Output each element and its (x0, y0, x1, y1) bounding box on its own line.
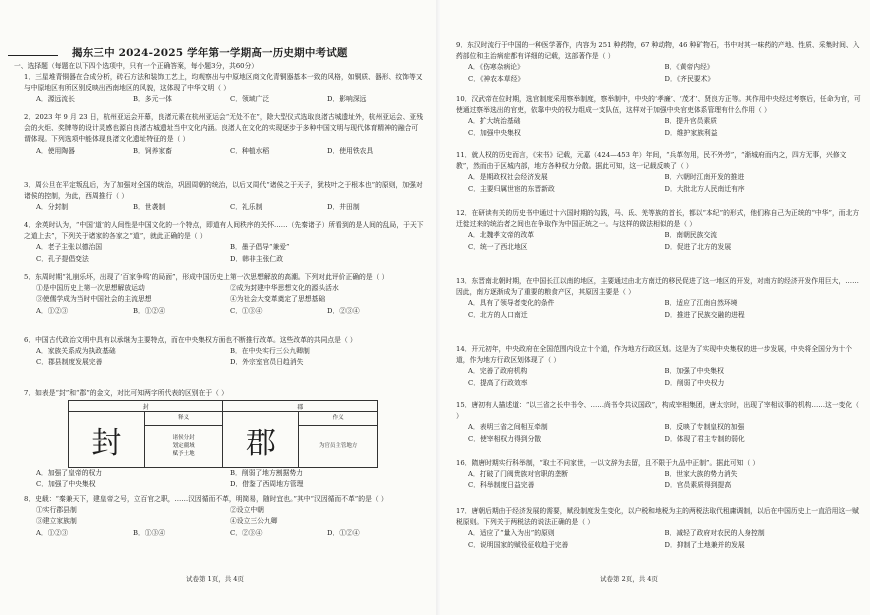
options (456, 366, 861, 388)
option: A．家族关系成为执政基础 (36, 347, 116, 356)
option: ②成为封建中华思想文化的源头活水 (230, 284, 339, 293)
option: B．反映了专制皇权的加强 (664, 423, 745, 432)
question-14 (456, 344, 861, 389)
table-header-feng: 封 (69, 401, 223, 412)
option: A．《伤寒杂病论》 (468, 63, 524, 72)
option: B．适应了江南自然环境 (664, 299, 738, 308)
name-blank (8, 47, 58, 56)
question-stem: 7．如表是“封”和“郡”的金文，对比可知两字所代表的区别在于（ ） (24, 389, 228, 397)
option: D．借鉴了西周地方管理 (230, 480, 304, 489)
option: D．官员素质得到提高 (664, 481, 732, 490)
option: A．源远流长 (36, 95, 75, 104)
question-1 (24, 72, 424, 106)
option: ④为社会大变革奠定了思想基础 (230, 295, 326, 304)
option: A．完善了政府机构 (468, 367, 528, 376)
option: D．推进了民族交融的进程 (664, 310, 745, 319)
option: A．老子主张以德治国 (36, 243, 103, 252)
question-9 (456, 40, 861, 85)
option: D．外宗室官员日趋消失 (230, 358, 304, 367)
option: D．井田制 (327, 203, 360, 212)
question-8 (24, 494, 424, 539)
table-line: 赋予土地 (172, 451, 195, 458)
answer-options (24, 528, 424, 539)
option: C．郡县制度发展完善 (36, 358, 103, 367)
table-line: 划定疆域 (172, 443, 195, 450)
option: B．①③④ (133, 528, 166, 537)
options (456, 230, 861, 252)
options (456, 422, 861, 444)
options (456, 469, 861, 491)
option: A．①②③ (36, 306, 69, 315)
exam-title (8, 45, 428, 60)
question-stem: 8．史载：“秦兼天下，建皇帝之号，立百官之职，……汉因循而不革，明简易，随时宜也。”其中“汉因循而不革”的是（ ） (24, 495, 388, 503)
question-stem: 3．周公旦在平定叛乱后，为了加强对全国的统治，巩固周朝的统治，以后又周代“诸侯之于天子，犹枝叶之于根本也”的原则，加强对诸侯的控制，为此，西周推行（ ） (24, 181, 423, 201)
options (24, 202, 424, 213)
table-header-jun: 郡 (223, 401, 378, 412)
option: B．世袭制 (133, 203, 166, 212)
option: A．北魏孝文帝的改革 (468, 231, 535, 240)
bronze-glyph-feng: 封 (69, 412, 145, 468)
options (24, 505, 424, 527)
option: ③建立家族制 (36, 517, 77, 526)
option: ②设立中朝 (230, 506, 264, 515)
option: A．具有了领导者变化的条件 (468, 299, 555, 308)
option: D．体现了君主专制的弱化 (664, 434, 745, 443)
table-line: 诸侯分封 (172, 435, 195, 442)
bronze-glyph-jun: 郡 (223, 412, 299, 468)
option: D．使用铁农具 (327, 146, 374, 155)
options (456, 298, 861, 320)
question-stem: 13．东晋南北朝时期，在中国长江以南的地区，主要通过由北方南迁的移民促进了这一地区的开发，对南方的经济开发作用巨大，……因此，南方逐渐成为了重要的粮食产区，其原因主要是（ ） (456, 277, 859, 297)
options (24, 468, 424, 490)
question-stem: 15．唐初有人描述道：“以三省之长中书令、……尚书令共议国政”，构成宰相集团，唐太宗时，出现了宰相议事的机构……这一变化（ ） (456, 401, 860, 421)
option: D．削弱了中央权力 (664, 378, 725, 387)
option: A．是期政权社会经济发展 (468, 173, 548, 182)
option: B．南朝民族交流 (664, 231, 718, 240)
question-17 (456, 506, 861, 551)
option: C．使宰相权力得到分散 (468, 434, 542, 443)
option: C．提高了行政效率 (468, 378, 528, 387)
options (456, 528, 861, 550)
option: B．世家大族的势力消失 (664, 470, 738, 479)
option: D．①②④ (327, 528, 360, 537)
options (24, 283, 424, 305)
option: C．科举制度日益完善 (468, 481, 535, 490)
question-stem: 2．2023 年 9 月 23 日，杭州亚运会开幕，良渚元素在杭州亚运会“无处不在”，除大型仪式选取良渚古城遗址外，杭州亚运会、亚残会的火炬、奖牌等的设计灵感也源自良渚古城遗址当中文化内涵。良渚人在文化的实现逐步于多种中国文明与现代体育精神的融合可谓体现。下列选项中能体现良渚文化遗址特征的是（ ） (24, 113, 423, 144)
option: C．《神农本草经》 (468, 74, 525, 83)
option: C．①③④ (230, 306, 263, 315)
glyph-table (68, 400, 378, 468)
question-6 (24, 335, 424, 369)
question-13 (456, 276, 861, 321)
option: D．维护家族利益 (664, 128, 718, 137)
option: C．种植水稻 (230, 146, 270, 155)
question-stem: 11．就人权的历史而言，《宋书》记载，元嘉（424—453 年）年间，“兵革勿用，民不外劳”，“渐城府而内之，四方无事，兴修文教”，然而由于区城内部，地方各种权力分散。据此可知，这一记载反映了（ ） (456, 151, 847, 171)
question-stem: 12．在研读有关的历史书中通过十六国时期的勾践，马、氐、羌等族的首长，都以“本纪”的形式，他们称自己为正统的“中华”，而北方迁徙过来的统治者之间也在争取作为中国正统之一。与这样的做法相似的是（ ） (456, 209, 860, 229)
option: D．影响深远 (327, 95, 367, 104)
table-subheader: 释义 (144, 412, 223, 426)
option: A．打破了门阀贵族对官职的垄断 (468, 470, 569, 479)
question-stem: 10．汉武帝在位时期，选官制度采用察举制度，察举制中，中央的‘孝廉’、‘茂才’、贤良方正等。其作用中央经过考察后，任命为官，可使通过察举选出的官吏，依靠中央的权力组成一支队伍，这样对于加强中央官吏体系管理有什么作用（ ） (456, 95, 861, 115)
question-5 (24, 272, 424, 317)
option: C．北方的人口南迁 (468, 310, 528, 319)
question-stem: 5．东周时期“礼崩乐坏，出现了‘百家争鸣’的局面”，形成中国历史上第一次思想解放的高潮。下列对此评价正确的是（ ） (24, 273, 389, 281)
option: A．使用陶器 (36, 146, 75, 155)
question-12 (456, 208, 861, 253)
question-11 (456, 150, 861, 195)
question-16 (456, 458, 861, 492)
option: A．表明三省之间相互牵制 (468, 423, 548, 432)
title-text: 揭东三中 2024-2025 学年第一学期高一历史期中考试题 (72, 47, 348, 59)
question-3 (24, 180, 424, 214)
question-2 (24, 112, 424, 157)
question-stem: 9．东汉时流行于中国的一种医学著作，内容为 251 种药物，67 种动物，46 种矿物石，书中对其一味药的产地、性质、采集时间、入药部位和主治病症都有详细的记载，这部著作是（ ） (456, 41, 860, 61)
answer-options (24, 306, 424, 317)
option: B．提升官员素质 (664, 117, 718, 126)
option: B．①②④ (133, 306, 166, 315)
options (456, 172, 861, 194)
option: D．《齐民要术》 (664, 74, 715, 83)
option: A．①②③ (36, 528, 69, 537)
option: C．统一了西北地区 (468, 242, 528, 251)
table-line: 为官员主管地方 (318, 443, 358, 450)
question-stem: 4．余英时认为，“中国‘道’的人间性是中国文化的一个特点，即道有人间秩序的关怀……（先秦诸子）所看到的是人间的乱局，于天下之道上去”，下列关于诸家的各家之“道”，就此正确的是（ ） (24, 221, 424, 241)
options (24, 242, 424, 264)
option: B．在中央实行三公九卿制 (230, 347, 310, 356)
options (24, 146, 424, 157)
option: A．适应了“量入为出”的原则 (468, 529, 555, 538)
option: D．韩非主张仁政 (230, 254, 284, 263)
option: ①是中国历史上第一次思想解放运动 (36, 284, 145, 293)
option: C．加强中央集权 (468, 128, 521, 137)
option: ①实行郡县制 (36, 506, 77, 515)
option: D．大批北方人民南迁有序 (664, 184, 745, 193)
option: D．抑制了土地兼并的发展 (664, 540, 745, 549)
option: D．促进了北方的发展 (664, 242, 732, 251)
option: C．孔子提倡变法 (36, 254, 89, 263)
question-7 (24, 388, 424, 399)
question-stem: 14．开元初年，中央政府在全国范围内设立十个道，作为地方行政区划。这是为了实现中央集权的进一步发展，中央将全国分为十个道，作为地方行政区划体现了（ ） (456, 345, 853, 365)
option: D．②③④ (327, 306, 360, 315)
option: B．《黄帝内经》 (664, 63, 714, 72)
page-footer: 试卷第 1页，共 4页 (186, 575, 244, 583)
page-footer: 试卷第 2页，共 4页 (600, 575, 658, 583)
option: ③使儒学成为当时中国社会的主流思想 (36, 295, 152, 304)
table-subheader: 作义 (299, 412, 378, 426)
option: A．分封制 (36, 203, 69, 212)
option: B．六朝时江南开发的推进 (664, 173, 745, 182)
question-stem: 6．中国古代政治文明中具有以承继为主要特点，而在中央集权方面也不断推行改革。这些改革的共同点是（ ） (24, 336, 357, 344)
option: C．加强了中央集权 (36, 480, 96, 489)
option: C．主要归属世宦的东晋新政 (468, 184, 555, 193)
option: B．加强了中央集权 (664, 367, 724, 376)
section-heading: 一、选择题（每题在以下四个选项中，只有一个正确答案，每小题3分，共60分） (14, 62, 259, 70)
option: ④设立三公九卿 (230, 517, 278, 526)
question-4 (24, 220, 424, 265)
page-2 (440, 0, 870, 615)
option: B．墨子倡导“兼爱” (230, 243, 290, 252)
question-7-options (24, 468, 424, 490)
option: A．加强了皇帝的权力 (36, 469, 103, 477)
options (24, 346, 424, 368)
question-15 (456, 400, 861, 445)
option: B．削弱了地方割据势力 (230, 469, 303, 477)
question-10 (456, 94, 861, 139)
table-cell (299, 425, 378, 467)
option: C．说明国家的赋役征收趋于完善 (468, 540, 569, 549)
option: B．减轻了政府对农民的人身控制 (664, 529, 765, 538)
question-stem: 1．三星堆青铜器在合成分析，砖石方法和装饰工艺上，均观察出与中原地区商文化青铜器基本一致的风格，如铜质、器形、纹饰等又与中原地区有所区别反映出西南地区的风貌，这体现了中华文明（ ） (24, 73, 423, 93)
options (456, 62, 861, 84)
options (24, 94, 424, 105)
options (456, 116, 861, 138)
option: B．多元一体 (133, 95, 172, 104)
question-stem: 16．隋唐时期实行科举制，“取士不问家世，一以文辞为去留，且不限于九品中正制”。据此可知（ ） (456, 459, 760, 467)
option: C．领域广泛 (230, 95, 270, 104)
option: C．②③④ (230, 528, 263, 537)
option: A．扩大统治基础 (468, 117, 521, 126)
table-cell (144, 425, 223, 467)
option: C．礼乐制 (230, 203, 263, 212)
option: B．饲养家畜 (133, 146, 172, 155)
question-stem: 17．唐朝后期由于经济发展的需要，赋役制度发生变化，以户税和地税为主的两税法取代租庸调制，以后在中国历史上一直沿用这一赋税原则。下列关于两税法的说法正确的是（ ） (456, 507, 859, 527)
